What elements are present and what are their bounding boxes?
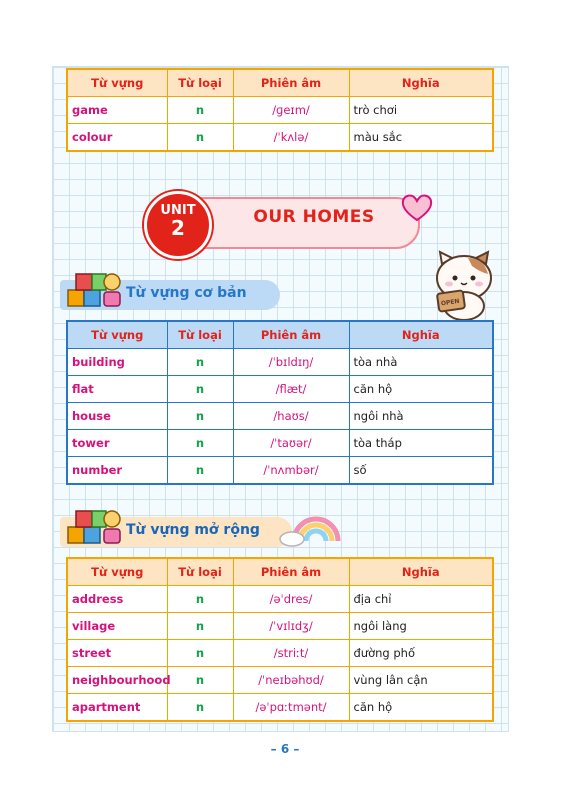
vocab-ipa: /ˈvɪlɪdʒ/ bbox=[233, 613, 349, 640]
header-type: Từ loại bbox=[167, 321, 233, 349]
vocab-ipa: /ˈtaʊər/ bbox=[233, 430, 349, 457]
unit-label: UNIT bbox=[160, 203, 196, 218]
vocab-word: street bbox=[67, 640, 167, 667]
vocab-ipa: /ɡeɪm/ bbox=[233, 97, 349, 124]
table-row bbox=[67, 640, 493, 667]
vocab-type: n bbox=[167, 667, 233, 694]
unit-badge bbox=[144, 191, 212, 259]
header-type: Từ loại bbox=[167, 69, 233, 97]
vocab-type: n bbox=[167, 97, 233, 124]
vocab-ipa: /əˈpɑːtmənt/ bbox=[233, 694, 349, 722]
table-row bbox=[67, 457, 493, 485]
page-number: – 6 – bbox=[270, 742, 300, 756]
header-ipa: Phiên âm bbox=[233, 69, 349, 97]
vocab-word: apartment bbox=[67, 694, 167, 722]
vocab-word: colour bbox=[67, 124, 167, 152]
vocab-ipa: /striːt/ bbox=[233, 640, 349, 667]
table-row bbox=[67, 613, 493, 640]
extended-vocab-title: Từ vựng mở rộng bbox=[126, 522, 260, 538]
vocab-ipa: /əˈdres/ bbox=[233, 586, 349, 613]
vocab-meaning: tòa tháp bbox=[349, 430, 493, 457]
vocab-type: n bbox=[167, 430, 233, 457]
header-ipa: Phiên âm bbox=[233, 321, 349, 349]
vocab-word: game bbox=[67, 97, 167, 124]
header-word: Từ vựng bbox=[67, 69, 167, 97]
vocab-meaning: số bbox=[349, 457, 493, 485]
table-row bbox=[67, 586, 493, 613]
vocab-type: n bbox=[167, 349, 233, 376]
header-word: Từ vựng bbox=[67, 321, 167, 349]
header-ipa: Phiên âm bbox=[233, 558, 349, 586]
vocab-table-unit1-continued bbox=[66, 68, 494, 152]
vocab-type: n bbox=[167, 124, 233, 152]
vocab-word: neighbourhood bbox=[67, 667, 167, 694]
vocab-meaning: địa chỉ bbox=[349, 586, 493, 613]
basic-vocab-table bbox=[66, 320, 494, 485]
abc-blocks-icon bbox=[66, 268, 124, 312]
vocab-ipa: /ˈneɪbəhʊd/ bbox=[233, 667, 349, 694]
vocab-word: village bbox=[67, 613, 167, 640]
vocab-word: number bbox=[67, 457, 167, 485]
vocab-type: n bbox=[167, 694, 233, 722]
vocab-meaning: màu sắc bbox=[349, 124, 493, 152]
unit-title: OUR HOMES bbox=[253, 207, 375, 227]
vocab-meaning: ngôi nhà bbox=[349, 403, 493, 430]
unit-number: 2 bbox=[171, 216, 185, 240]
vocab-word: tower bbox=[67, 430, 167, 457]
vocab-meaning: ngôi làng bbox=[349, 613, 493, 640]
vocab-ipa: /haʊs/ bbox=[233, 403, 349, 430]
table-row bbox=[67, 403, 493, 430]
cat-with-sign-icon bbox=[428, 248, 498, 322]
table-row bbox=[67, 667, 493, 694]
table-header-row bbox=[67, 558, 493, 586]
vocab-meaning: đường phố bbox=[349, 640, 493, 667]
table-row bbox=[67, 124, 493, 152]
rainbow-icon bbox=[278, 497, 344, 549]
header-word: Từ vựng bbox=[67, 558, 167, 586]
vocab-word: address bbox=[67, 586, 167, 613]
vocab-meaning: vùng lân cận bbox=[349, 667, 493, 694]
vocab-ipa: /flæt/ bbox=[233, 376, 349, 403]
vocab-meaning: căn hộ bbox=[349, 694, 493, 722]
basic-vocab-title: Từ vựng cơ bản bbox=[126, 285, 247, 301]
sign-text: OPEN bbox=[440, 297, 460, 308]
table-row bbox=[67, 349, 493, 376]
vocab-ipa: /ˈnʌmbər/ bbox=[233, 457, 349, 485]
table-row bbox=[67, 694, 493, 722]
vocab-type: n bbox=[167, 403, 233, 430]
table-row bbox=[67, 97, 493, 124]
vocab-ipa: /ˈkʌlə/ bbox=[233, 124, 349, 152]
header-type: Từ loại bbox=[167, 558, 233, 586]
vocab-type: n bbox=[167, 586, 233, 613]
header-meaning: Nghĩa bbox=[349, 321, 493, 349]
vocab-type: n bbox=[167, 457, 233, 485]
table-row bbox=[67, 430, 493, 457]
vocab-word: building bbox=[67, 349, 167, 376]
table-row bbox=[67, 376, 493, 403]
vocab-type: n bbox=[167, 613, 233, 640]
extended-vocab-table bbox=[66, 557, 494, 722]
table-header-row bbox=[67, 69, 493, 97]
vocab-meaning: căn hộ bbox=[349, 376, 493, 403]
heart-icon bbox=[400, 193, 434, 223]
abc-blocks-icon bbox=[66, 505, 124, 549]
vocab-type: n bbox=[167, 640, 233, 667]
vocab-ipa: /ˈbɪldɪŋ/ bbox=[233, 349, 349, 376]
table-header-row bbox=[67, 321, 493, 349]
header-meaning: Nghĩa bbox=[349, 558, 493, 586]
vocab-type: n bbox=[167, 376, 233, 403]
vocab-word: house bbox=[67, 403, 167, 430]
vocab-meaning: trò chơi bbox=[349, 97, 493, 124]
vocab-meaning: tòa nhà bbox=[349, 349, 493, 376]
vocab-word: flat bbox=[67, 376, 167, 403]
header-meaning: Nghĩa bbox=[349, 69, 493, 97]
